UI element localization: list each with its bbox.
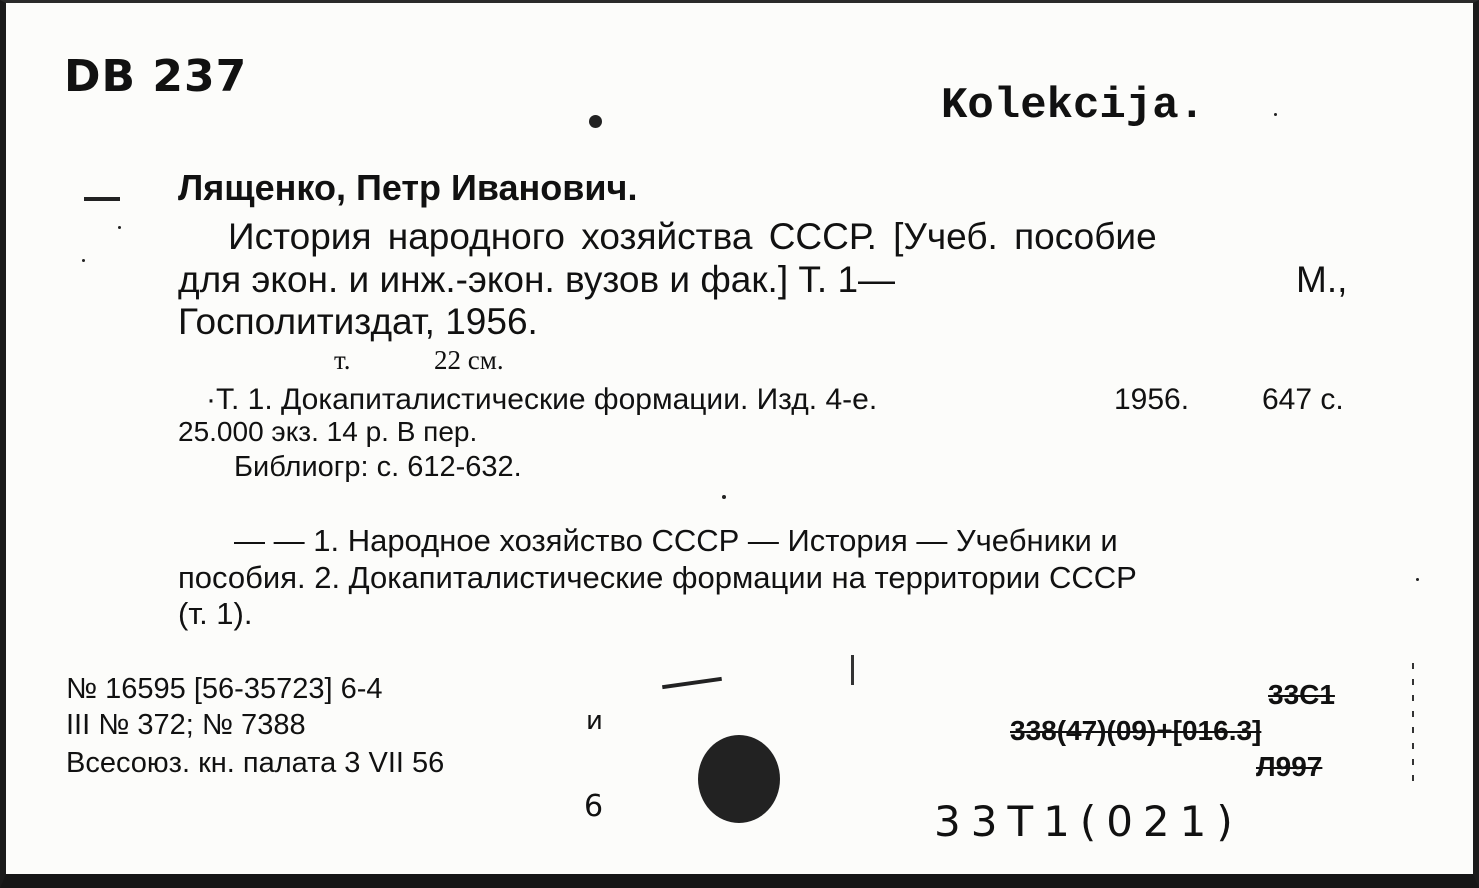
title-line-2: для экон. и инж.-экон. вузов и фак.] Т. 1—	[178, 259, 896, 300]
speck	[82, 259, 85, 262]
class-code-2: 338(47)(09)+[016.3]	[1010, 715, 1262, 746]
title-line-2-place: М.,	[1296, 259, 1348, 300]
title-line-1: История народного хозяйства СССР. [Учеб. пособие	[228, 216, 1157, 257]
speck	[722, 495, 726, 499]
bibliography-note: Библиогр: с. 612-632.	[234, 451, 522, 483]
class-code-1: 33С1	[1268, 679, 1335, 710]
handwritten-call-number: 33Т1(021)	[934, 797, 1243, 846]
volume-pages: 647 с.	[1262, 383, 1344, 416]
pages-abbrev: т.	[334, 345, 351, 375]
subject-line-2: пособия. 2. Докапиталистические формации на территории СССР	[178, 560, 1137, 595]
hand-mark-i: и	[586, 706, 604, 736]
speck-mark	[851, 655, 854, 685]
edition-line: 25.000 экз. 14 р. В пер.	[178, 416, 478, 447]
hand-mark-6: 6	[584, 789, 605, 824]
speck	[118, 226, 121, 229]
ink-dot	[589, 115, 602, 128]
speck	[1416, 578, 1419, 581]
edge-mark	[1412, 663, 1414, 783]
shelfmark: DB 237	[64, 51, 248, 102]
registry-line-2: III № 372; № 7388	[66, 709, 306, 741]
class-code-3: Л997	[1256, 751, 1323, 782]
punch-smudge	[662, 677, 722, 689]
title-line-3: Госполитиздат, 1956.	[178, 301, 538, 342]
registry-line-1: № 16595 [56-35723] 6-4	[66, 673, 383, 705]
volume-year: 1956.	[1114, 383, 1190, 416]
registry-line-3: Всесоюз. кн. палата 3 VII 56	[66, 747, 445, 779]
punch-hole	[698, 735, 780, 823]
collection-stamp: Kolekcija.	[941, 81, 1206, 131]
left-dash	[84, 197, 120, 201]
author-heading: Лященко, Петр Иванович.	[178, 167, 638, 208]
volume-note: ·Т. 1. Докапиталистические формации. Изд. 4-е.	[206, 383, 878, 416]
subject-line-1: — — 1. Народное хозяйство СССР — История — Учебники и	[234, 523, 1118, 558]
size-note: 22 см.	[434, 345, 504, 375]
speck	[1274, 113, 1277, 116]
subject-line-3: (т. 1).	[178, 596, 253, 631]
